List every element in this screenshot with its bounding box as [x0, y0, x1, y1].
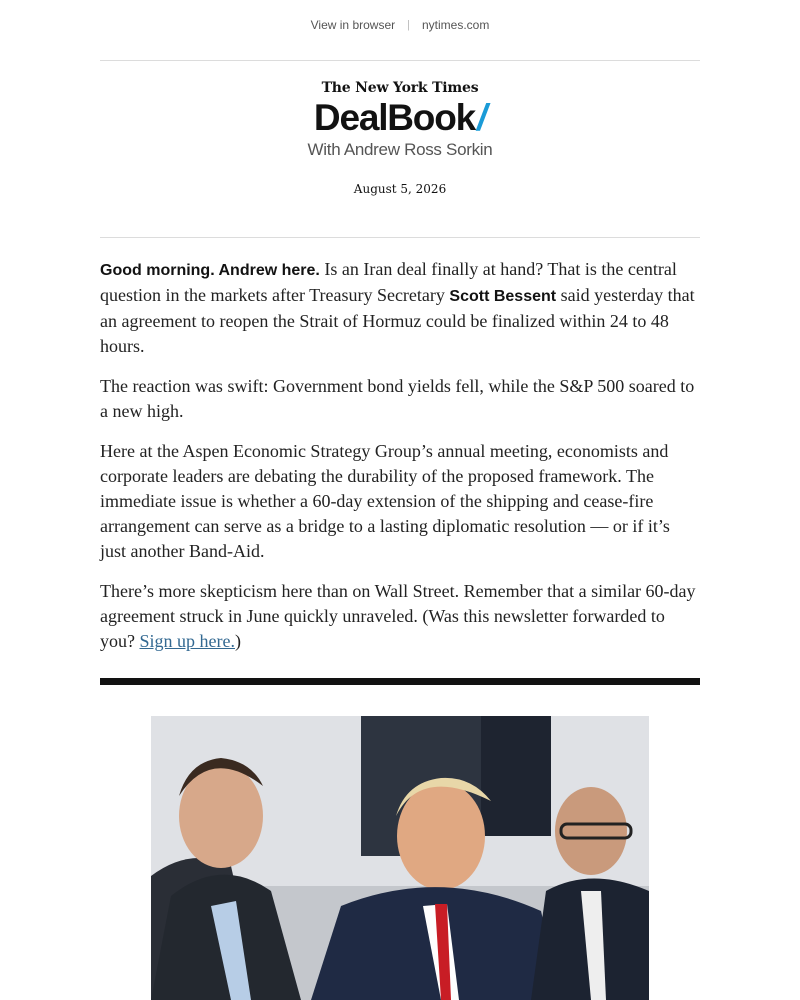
news-photo[interactable] — [151, 716, 649, 1000]
top-links-bar — [0, 0, 800, 50]
dealbook-slash-mark: / — [476, 97, 487, 138]
paragraph-skepticism — [100, 579, 700, 654]
bessent-name: Scott Bessent — [449, 288, 557, 305]
view-in-browser-link[interactable]: View in browser — [310, 18, 396, 32]
greeting: Good morning. Andrew here. — [100, 262, 320, 279]
byline: With Andrew Ross Sorkin — [307, 140, 493, 159]
paragraph-aspen: Here at the Aspen Economic Strategy Group’s annual meeting, economists and corporate leaders are debating the durability of the proposed framework. The immediate issue is whether a 60-day extension of the shipping and cease-fire arrangement can serve as a bridge to a lasting diplomatic resolution — or if it’s just another Band-Aid. — [100, 441, 670, 561]
masthead — [100, 74, 700, 196]
photo-illustration — [151, 716, 649, 1000]
dealbook-logo[interactable] — [100, 98, 700, 138]
intro-text-1: Is an Iran deal finally at hand? That is the central question in the markets after Treasury Secretary — [100, 259, 677, 305]
closing-paren: ) — [234, 631, 241, 651]
paragraph-intro — [100, 257, 700, 359]
link-separator: | — [407, 19, 410, 31]
top-divider — [100, 60, 700, 61]
newsletter-body — [100, 257, 700, 669]
nytimes-link[interactable]: nytimes.com — [421, 18, 490, 32]
issue-date: August 5, 2026 — [353, 182, 447, 196]
dealbook-title: DealBook — [313, 97, 475, 138]
paragraph-reaction: The reaction was swift: Government bond yields fell, while the S&P 500 soared to a new high. — [100, 376, 695, 421]
skepticism-text: There’s more skepticism here than on Wall Street. Remember that a similar 60-day agreement struck in June quickly unraveled. (Was this newsletter forwarded to you? — [100, 581, 696, 651]
masthead-divider — [100, 237, 700, 238]
nyt-logo[interactable]: The New York Times — [321, 80, 479, 96]
intro-text-2: said yesterday that an agreement to reopen the Strait of Hormuz could be finalized within 24 to 48 hours. — [100, 285, 695, 356]
sign-up-link[interactable]: Sign up here. — [139, 631, 235, 651]
section-divider — [100, 678, 700, 685]
